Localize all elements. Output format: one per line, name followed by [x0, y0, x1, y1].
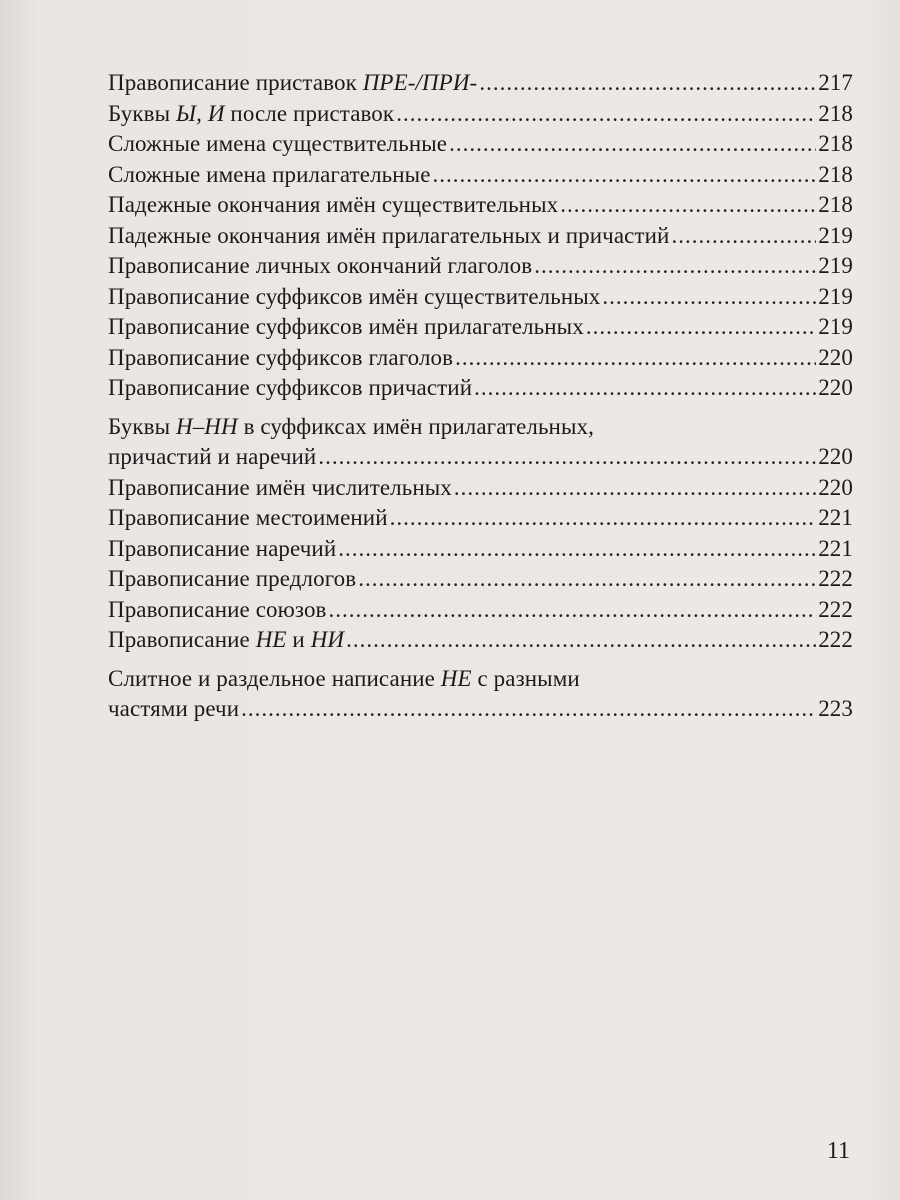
- toc-entry: [108, 99, 853, 130]
- page-number: 11: [826, 1138, 850, 1164]
- toc-entry: [108, 221, 853, 252]
- toc-entry-title: Слитное и раздельное написание НЕ с разными: [108, 665, 580, 691]
- leader-dots: [318, 442, 816, 473]
- leader-dots: [390, 503, 817, 534]
- toc-entry: [108, 534, 853, 565]
- toc-entry: [108, 282, 853, 313]
- leader-dots: [396, 99, 816, 130]
- toc-entry: [108, 68, 853, 99]
- toc-entry: [108, 595, 853, 626]
- leader-dots: [329, 595, 817, 626]
- leader-dots: [338, 534, 816, 565]
- toc-entry: [108, 160, 853, 191]
- toc-entry-title: Буквы Ы, И после приставок: [108, 100, 395, 126]
- leader-dots: [479, 68, 816, 99]
- toc-entry-title: Правописание НЕ и НИ: [108, 627, 345, 652]
- toc-page-number: 220: [818, 375, 853, 400]
- toc-entry-title: Правописание суффиксов имён прилагательных: [108, 314, 584, 339]
- toc-entry-title: Правописание наречий: [108, 535, 337, 561]
- toc-page-number: 218: [818, 161, 853, 187]
- toc-page-number: 222: [818, 566, 853, 591]
- leader-dots: [358, 564, 816, 595]
- toc-page-number: 222: [818, 627, 853, 652]
- toc-page-number: 221: [818, 505, 853, 530]
- toc-entry: [108, 664, 853, 725]
- toc-entry-title: Правописание предлогов: [108, 566, 357, 591]
- toc-page-number: 222: [818, 596, 853, 622]
- toc-entry: [108, 190, 853, 221]
- toc-page-number: 219: [818, 253, 853, 278]
- toc-page-number: 220: [818, 444, 853, 469]
- toc-entry-title: Буквы Н–НН в суффиксах имён прилагательных,: [108, 413, 594, 439]
- toc-entry: [108, 564, 853, 595]
- toc-page-number: 223: [818, 696, 853, 721]
- leader-dots: [455, 343, 816, 374]
- toc-entry-title: Сложные имена существительные: [108, 131, 448, 156]
- leader-dots: [454, 473, 816, 504]
- leader-dots: [433, 160, 817, 191]
- toc-entry-title: Правописание суффиксов глаголов: [108, 344, 454, 370]
- toc-entry-title: Правописание местоимений: [108, 505, 388, 530]
- toc-entry-title-cont: частями речи: [108, 696, 240, 721]
- leader-dots: [586, 312, 816, 343]
- toc-entry: [108, 373, 853, 404]
- toc-entry-title: Сложные имена прилагательные: [108, 161, 431, 187]
- leader-dots: [346, 625, 816, 656]
- toc-page-number: 218: [818, 131, 853, 156]
- toc-page-number: 220: [818, 474, 853, 500]
- toc-entry: [108, 412, 853, 473]
- toc-page-number: 219: [818, 283, 853, 309]
- leader-dots: [602, 282, 816, 313]
- toc-page-number: 220: [818, 344, 853, 370]
- toc-page-number: 219: [818, 222, 853, 248]
- toc-entry: [108, 251, 853, 282]
- toc-entry-title-cont: причастий и наречий: [108, 444, 317, 469]
- table-of-contents: [108, 68, 853, 725]
- leader-dots: [671, 221, 816, 252]
- toc-entry-title: Правописание суффиксов имён существительных: [108, 283, 601, 309]
- toc-page-number: 221: [818, 535, 853, 561]
- toc-entry: [108, 129, 853, 160]
- toc-entry-title: Правописание союзов: [108, 596, 327, 622]
- leader-dots: [241, 694, 816, 725]
- toc-entry-title: Правописание приставок ПРЕ-/ПРИ-: [108, 70, 478, 95]
- toc-entry-title: Падежные окончания имён прилагательных и причастий: [108, 222, 670, 248]
- toc-page-number: 219: [818, 314, 853, 339]
- leader-dots: [449, 129, 816, 160]
- leader-dots: [534, 251, 816, 282]
- toc-entry: [108, 503, 853, 534]
- toc-entry-title: Правописание имён числительных: [108, 474, 452, 500]
- toc-entry-title: Падежные окончания имён существительных: [108, 192, 559, 217]
- toc-entry: [108, 312, 853, 343]
- leader-dots: [474, 373, 816, 404]
- toc-entry: [108, 473, 853, 504]
- toc-page-number: 218: [818, 100, 853, 126]
- toc-page-number: 218: [818, 192, 853, 217]
- leader-dots: [560, 190, 816, 221]
- toc-entry: [108, 625, 853, 656]
- toc-entry: [108, 343, 853, 374]
- toc-entry-title: Правописание личных окончаний глаголов: [108, 253, 533, 278]
- toc-page-number: 217: [818, 70, 853, 95]
- toc-entry-title: Правописание суффиксов причастий: [108, 375, 473, 400]
